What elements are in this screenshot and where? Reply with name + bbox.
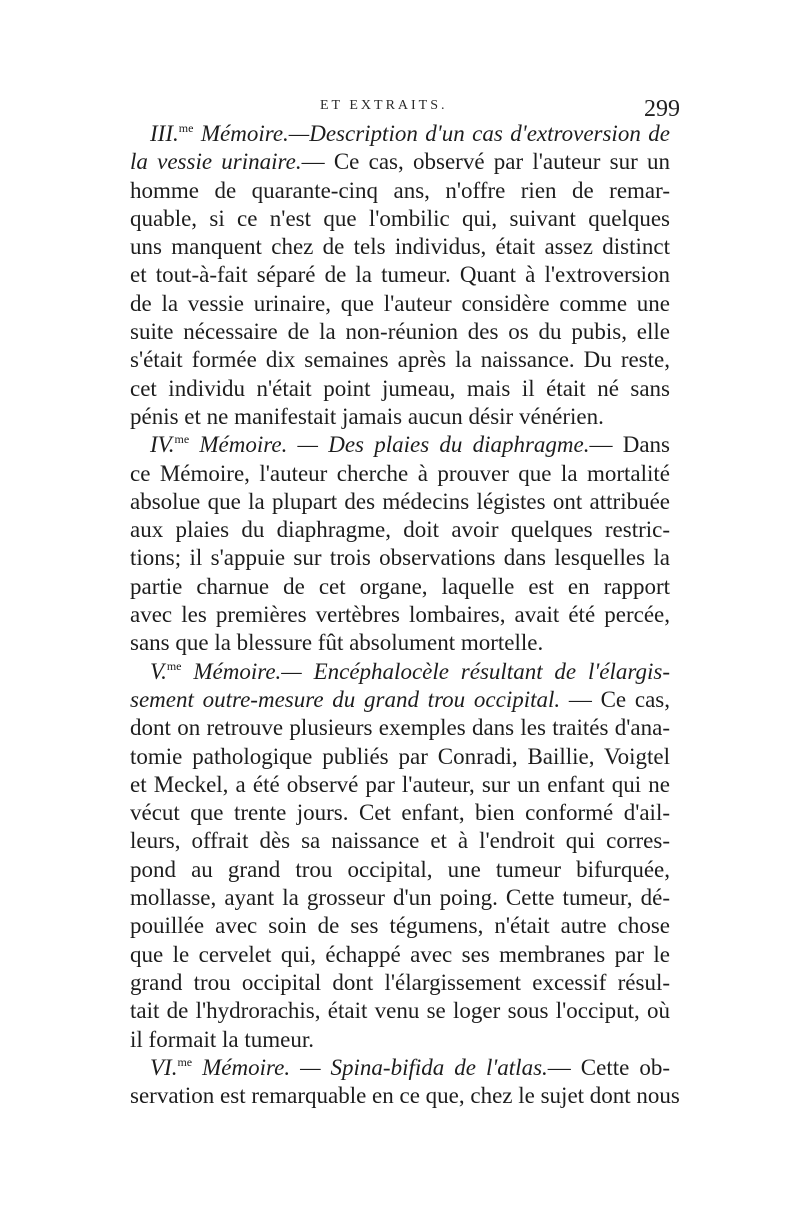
text-line [130, 403, 670, 431]
text-line [130, 601, 670, 629]
text-line [130, 997, 670, 1025]
text-segment: — Ce cas, [560, 686, 670, 712]
running-title: ET EXTRAITS. [320, 98, 448, 113]
text-segment: leurs, offrait dès sa naissance et à l'endroit qui corres- [130, 828, 670, 854]
text-segment: cet individu n'était point jumeau, mais il était né sans [130, 375, 670, 401]
text-line [130, 431, 670, 459]
text-segment: partie charnue de cet organe, laquelle est en rapport [130, 573, 670, 599]
text-segment: servation est remarquable en ce que, chez le sujet dont nous [130, 1083, 680, 1109]
text-segment: grand trou occipital dont l'élargissement excessif résul- [130, 969, 670, 995]
text-segment: Mémoire.— Encéphalocèle résultant de l'élargis- [181, 658, 670, 684]
text-segment: quable, si ce n'est que l'ombilic qui, suivant quelques [130, 205, 670, 231]
text-line [130, 1026, 670, 1054]
superscript: me [174, 432, 190, 447]
text-segment: pénis et ne manifestait jamais aucun désir vénérien. [130, 403, 604, 429]
text-line [130, 629, 670, 657]
text-segment: V. [150, 658, 167, 684]
text-segment: tions; il s'appuie sur trois observations dans lesquelles la [130, 545, 670, 571]
paragraph [130, 658, 670, 1054]
text-segment: ce Mémoire, l'auteur cherche à prouver que la mortalité [130, 460, 670, 486]
text-segment: IV. [150, 432, 175, 458]
text-segment: aux plaies du diaphragme, doit avoir quelques restric- [130, 517, 670, 543]
text-segment: et Meckel, a été observé par l'auteur, sur un enfant qui ne [130, 771, 670, 797]
text-line [130, 516, 670, 544]
text-line [130, 261, 670, 289]
text-segment: s'était formée dix semaines après la naissance. Du reste, [130, 347, 670, 373]
body-text [130, 120, 680, 1110]
text-segment: de la vessie urinaire, que l'auteur considère comme une [130, 290, 670, 316]
text-segment: mollasse, ayant la grosseur d'un poing. Cette tumeur, dé- [130, 885, 670, 911]
text-line [130, 743, 670, 771]
text-segment: — Cette ob- [547, 1054, 670, 1080]
text-segment: pond au grand trou occipital, une tumeur bifurquée, [130, 856, 670, 882]
text-segment: uns manquent chez de tels individus, était assez distinct [130, 234, 670, 260]
text-line [130, 148, 670, 176]
text-segment: vécut que trente jours. Cet enfant, bien conformé d'ail- [130, 800, 670, 826]
text-segment: Mémoire. — Des plaies du diaphragme. [189, 432, 590, 458]
text-line [130, 205, 670, 233]
text-segment: tomie pathologique publiés par Conradi, Baillie, Voigtel [130, 743, 670, 769]
text-segment: suite nécessaire de la non-réunion des os du pubis, elle [130, 319, 670, 345]
superscript: me [166, 658, 182, 673]
text-segment: sement outre-mesure du grand trou occipital. [130, 686, 561, 712]
text-line [130, 771, 670, 799]
text-segment: que le cervelet qui, échappé avec ses membranes par le [130, 941, 670, 967]
text-line [130, 912, 670, 940]
text-line [130, 290, 670, 318]
text-line [130, 460, 670, 488]
text-line [130, 856, 670, 884]
text-segment: — Ce cas, observé par l'auteur sur un [301, 149, 671, 175]
text-line [130, 714, 670, 742]
page-number: 299 [644, 96, 680, 122]
text-segment: absolue que la plupart des médecins légistes ont attribuée [130, 488, 670, 514]
text-line [130, 375, 670, 403]
text-line [130, 686, 670, 714]
text-segment: homme de quarante-cinq ans, n'offre rien de remar- [130, 177, 670, 203]
text-segment: Mémoire. — Spina-bifida de l'atlas. [192, 1054, 548, 1080]
paragraph [130, 1054, 680, 1111]
text-line [130, 573, 670, 601]
text-line [130, 233, 670, 261]
text-segment: — Dans [589, 432, 670, 458]
text-segment: III. [150, 121, 179, 146]
text-line [130, 799, 670, 827]
text-segment: sans que la blessure fût absolument mortelle. [130, 630, 544, 656]
text-line [130, 488, 670, 516]
text-line [130, 884, 670, 912]
paragraph [130, 431, 670, 657]
text-line [130, 827, 670, 855]
text-segment: avec les premières vertèbres lombaires, avait été percée, [130, 602, 670, 628]
text-line [130, 544, 670, 572]
text-segment: VI. [150, 1054, 178, 1080]
text-line [130, 658, 670, 686]
text-line [130, 1082, 680, 1110]
text-line [130, 120, 670, 148]
text-line [130, 969, 670, 997]
text-line [130, 177, 670, 205]
text-line [130, 346, 670, 374]
text-line [130, 318, 670, 346]
text-line [130, 1054, 670, 1082]
text-segment: tait de l'hydrorachis, était venu se loger sous l'occiput, où [130, 998, 670, 1024]
text-line [130, 941, 670, 969]
text-segment: il formait la tumeur. [130, 1026, 314, 1052]
superscript: me [177, 1054, 193, 1069]
text-segment: Mémoire.—Description d'un cas d'extroversion de [193, 121, 670, 146]
text-segment: dont on retrouve plusieurs exemples dans les traités d'ana- [130, 715, 670, 741]
superscript: me [178, 121, 194, 135]
text-segment: pouillée avec soin de ses tégumens, n'était autre chose [130, 913, 670, 939]
paragraph [130, 120, 670, 431]
text-segment: et tout-à-fait séparé de la tumeur. Quant à l'extroversion [130, 262, 670, 288]
text-segment: la vessie urinaire. [130, 149, 302, 175]
